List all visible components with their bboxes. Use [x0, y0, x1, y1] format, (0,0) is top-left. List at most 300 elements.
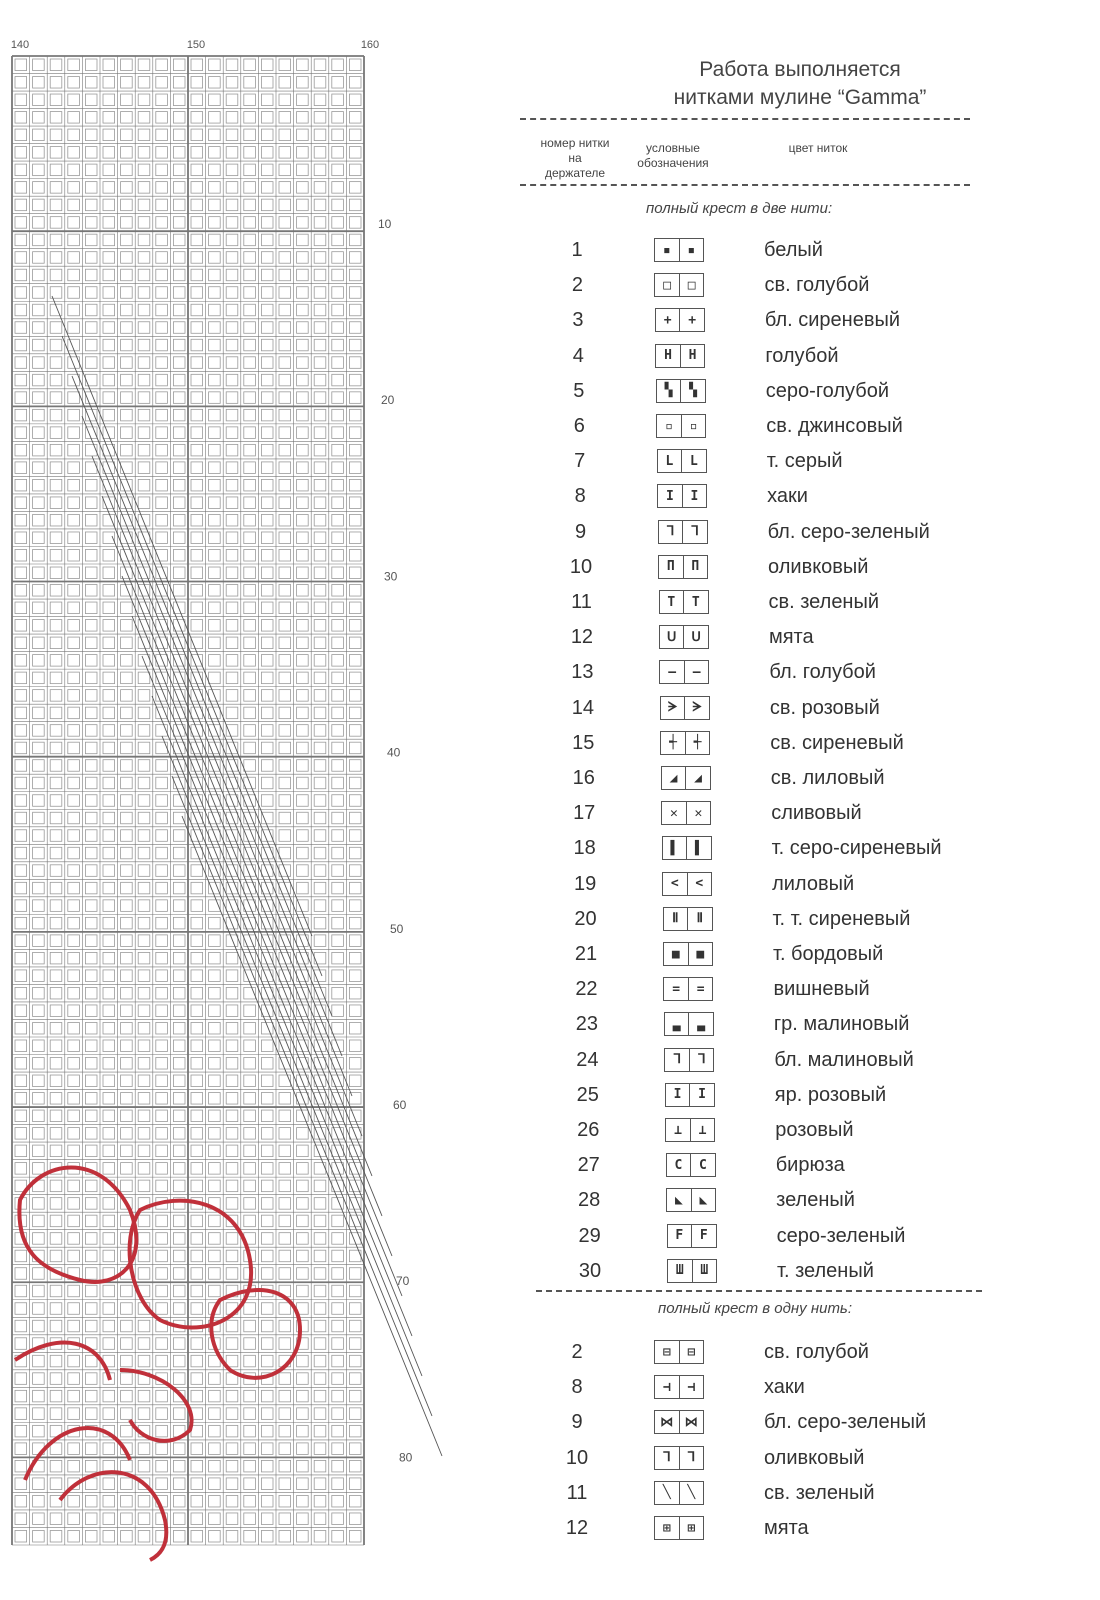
chart-cell — [349, 217, 361, 229]
chart-cell — [68, 777, 80, 789]
chart-cell — [50, 1478, 62, 1490]
chart-cell — [261, 1250, 273, 1262]
chart-cell — [297, 1163, 309, 1175]
chart-cell — [191, 59, 203, 71]
chart-cell — [297, 374, 309, 386]
chart-cell — [50, 252, 62, 264]
chart-cell — [85, 1145, 97, 1157]
thread-color-name: хаки — [764, 1376, 805, 1399]
chart-cell — [68, 847, 80, 859]
chart-cell — [138, 322, 150, 334]
stitch-symbol-icon — [665, 1118, 715, 1142]
chart-cell — [85, 479, 97, 491]
chart-cell — [50, 1110, 62, 1122]
thread-number: 2 — [571, 274, 583, 297]
chart-cell — [156, 1338, 168, 1350]
chart-cell — [50, 339, 62, 351]
chart-cell — [279, 690, 291, 702]
thread-number: 29 — [578, 1224, 601, 1247]
chart-cell — [244, 1303, 256, 1315]
chart-cell — [85, 777, 97, 789]
chart-cell — [138, 514, 150, 526]
chart-cell — [33, 94, 45, 106]
chart-cell — [33, 444, 45, 456]
symbol-glyph: ▚ — [657, 380, 682, 402]
chart-cell — [121, 1320, 133, 1332]
chart-cell — [103, 602, 115, 614]
thread-color-name: оливковый — [764, 1446, 865, 1469]
chart-cell — [244, 1338, 256, 1350]
chart-cell — [85, 637, 97, 649]
chart-cell — [332, 112, 344, 124]
legend-row — [520, 410, 1080, 442]
chart-cell — [173, 549, 185, 561]
chart-cell — [173, 1233, 185, 1245]
symbol-glyph: F — [699, 1228, 708, 1244]
chart-cell — [209, 339, 221, 351]
chart-cell — [68, 514, 80, 526]
chart-cell — [314, 1425, 326, 1437]
chart-cell — [33, 987, 45, 999]
chart-cell — [156, 1478, 168, 1490]
chart-cell — [297, 1128, 309, 1140]
chart-cell — [138, 847, 150, 859]
chart-cell — [50, 1093, 62, 1105]
stitch-symbol-icon — [665, 1083, 715, 1107]
thread-color-name: сливовый — [771, 802, 862, 825]
chart-cell — [314, 1338, 326, 1350]
chart-cell — [50, 357, 62, 369]
chart-cell — [156, 479, 168, 491]
symbol-glyph: I — [698, 1087, 706, 1103]
chart-cell — [121, 234, 133, 246]
symbol-glyph: ᒣ — [659, 521, 684, 543]
chart-cell — [332, 777, 344, 789]
chart-cell — [244, 795, 256, 807]
chart-cell — [33, 760, 45, 772]
stitch-symbol-icon — [663, 942, 713, 966]
chart-cell — [349, 1303, 361, 1315]
chart-cell — [85, 1408, 97, 1420]
chart-cell — [244, 182, 256, 194]
chart-cell — [173, 252, 185, 264]
chart-cell — [173, 1163, 185, 1175]
chart-cell — [156, 514, 168, 526]
chart-cell — [279, 1530, 291, 1542]
chart-cell — [68, 1250, 80, 1262]
chart-cell — [297, 1180, 309, 1192]
chart-cell — [297, 1198, 309, 1210]
chart-cell — [191, 514, 203, 526]
chart-cell — [279, 252, 291, 264]
chart-cell — [173, 1268, 185, 1280]
red-annotation — [130, 1201, 252, 1328]
chart-cell — [297, 795, 309, 807]
chart-cell — [332, 637, 344, 649]
legend-row — [520, 621, 1080, 653]
chart-cell — [103, 742, 115, 754]
chart-cell — [191, 1145, 203, 1157]
chart-cell — [314, 812, 326, 824]
chart-cell — [209, 129, 221, 141]
chart-cell — [103, 900, 115, 912]
chart-cell — [349, 1513, 361, 1525]
chart-cell — [209, 374, 221, 386]
chart-cell — [173, 882, 185, 894]
thread-color-name: белый — [764, 239, 823, 261]
chart-cell — [209, 77, 221, 89]
chart-cell — [191, 1180, 203, 1192]
chart-cell — [314, 1460, 326, 1472]
chart-cell — [138, 637, 150, 649]
chart-cell — [138, 1443, 150, 1455]
chart-cell — [121, 287, 133, 299]
chart-cell — [33, 234, 45, 246]
chart-cell — [209, 1373, 221, 1385]
chart-cell — [261, 514, 273, 526]
chart-cell — [261, 497, 273, 509]
thread-color-name: серо-голубой — [765, 379, 890, 402]
stitch-symbol-icon — [658, 520, 708, 544]
chart-cell — [85, 1530, 97, 1542]
chart-cell — [68, 602, 80, 614]
chart-cell — [314, 1355, 326, 1367]
chart-cell — [226, 1163, 238, 1175]
chart-cell — [50, 322, 62, 334]
chart-cell — [226, 479, 238, 491]
symbol-glyph: — — [660, 661, 685, 683]
thread-color-name: бл. серо-зеленый — [764, 1411, 927, 1434]
red-annotation — [15, 1343, 110, 1380]
chart-cell — [226, 690, 238, 702]
chart-cell — [349, 94, 361, 106]
chart-cell — [85, 865, 97, 877]
chart-cell — [15, 1250, 27, 1262]
chart-cell — [226, 1005, 238, 1017]
chart-cell — [121, 690, 133, 702]
chart-cell — [191, 1233, 203, 1245]
chart-cell — [103, 1478, 115, 1490]
chart-cell — [103, 112, 115, 124]
chart-cell — [15, 129, 27, 141]
chart-cell — [226, 620, 238, 632]
chart-cell — [121, 760, 133, 772]
chart-cell — [50, 94, 62, 106]
chart-cell — [314, 602, 326, 614]
chart-cell — [173, 865, 185, 877]
chart-cell — [103, 1390, 115, 1402]
chart-cell — [314, 532, 326, 544]
chart-cell — [50, 1250, 62, 1262]
chart-cell — [226, 1110, 238, 1122]
chart-cell — [314, 444, 326, 456]
chart-cell — [68, 147, 80, 159]
chart-cell — [33, 409, 45, 421]
chart-cell — [244, 1320, 256, 1332]
chart-cell — [68, 112, 80, 124]
chart-cell — [156, 304, 168, 316]
diagonal-stitch — [62, 336, 322, 976]
chart-cell — [156, 497, 168, 509]
legend-row — [520, 516, 1080, 548]
chart-cell — [244, 1460, 256, 1472]
chart-cell — [33, 672, 45, 684]
chart-cell — [297, 234, 309, 246]
chart-cell — [103, 1022, 115, 1034]
chart-cell — [297, 304, 309, 316]
chart-cell — [209, 620, 221, 632]
chart-cell — [33, 952, 45, 964]
chart-cell — [85, 1250, 97, 1262]
thread-color-name: мята — [764, 1517, 809, 1539]
chart-cell — [85, 129, 97, 141]
chart-cell — [226, 672, 238, 684]
chart-cell — [50, 269, 62, 281]
chart-cell — [209, 1513, 221, 1525]
chart-cell — [50, 497, 62, 509]
chart-cell — [15, 269, 27, 281]
chart-cell — [33, 900, 45, 912]
chart-cell — [279, 795, 291, 807]
chart-cell — [261, 112, 273, 124]
chart-cell — [209, 1163, 221, 1175]
chart-cell — [209, 1215, 221, 1227]
chart-cell — [349, 1495, 361, 1507]
chart-cell — [244, 129, 256, 141]
thread-color-name: бл. голубой — [769, 661, 876, 684]
chart-cell — [226, 322, 238, 334]
thread-color-name: вишневый — [773, 978, 870, 1001]
stitch-symbol-icon — [654, 1481, 704, 1505]
chart-cell — [68, 1058, 80, 1070]
chart-cell — [68, 987, 80, 999]
chart-cell — [103, 1443, 115, 1455]
thread-number: 26 — [577, 1119, 600, 1141]
chart-cell — [226, 409, 238, 421]
chart-cell — [244, 514, 256, 526]
chart-cell — [226, 1128, 238, 1140]
chart-cell — [297, 59, 309, 71]
chart-cell — [226, 357, 238, 369]
symbol-glyph: Ш — [668, 1260, 693, 1282]
chart-cell — [261, 269, 273, 281]
stitch-symbol-icon — [657, 484, 707, 508]
chart-cell — [349, 182, 361, 194]
chart-cell — [85, 1303, 97, 1315]
chart-cell — [173, 199, 185, 211]
chart-cell — [349, 620, 361, 632]
chart-cell — [33, 1005, 45, 1017]
chart-cell — [226, 1320, 238, 1332]
symbol-glyph: ▃ — [697, 1016, 706, 1032]
symbol-glyph: Ш — [700, 1263, 709, 1279]
chart-cell — [173, 129, 185, 141]
chart-cell — [297, 1408, 309, 1420]
chart-cell — [138, 725, 150, 737]
chart-cell — [33, 532, 45, 544]
symbol-glyph: ᒣ — [655, 1447, 680, 1469]
chart-cell — [68, 182, 80, 194]
chart-cell — [261, 392, 273, 404]
chart-cell — [226, 182, 238, 194]
chart-cell — [226, 199, 238, 211]
chart-cell — [191, 217, 203, 229]
chart-cell — [209, 217, 221, 229]
chart-cell — [50, 479, 62, 491]
chart-cell — [85, 1390, 97, 1402]
column-number-label: 160 — [360, 39, 380, 51]
section-two-threads: полный крест в две нити: — [646, 200, 833, 217]
chart-cell — [191, 655, 203, 667]
chart-cell — [15, 304, 27, 316]
chart-cell — [191, 392, 203, 404]
chart-cell — [138, 882, 150, 894]
legend-row — [520, 1149, 1080, 1181]
red-annotation — [60, 1472, 166, 1560]
chart-cell — [209, 1495, 221, 1507]
chart-cell — [33, 1040, 45, 1052]
chart-cell — [121, 1425, 133, 1437]
chart-cell — [332, 987, 344, 999]
chart-cell — [244, 374, 256, 386]
chart-cell — [314, 760, 326, 772]
chart-cell — [33, 637, 45, 649]
chart-cell — [226, 287, 238, 299]
chart-cell — [261, 1390, 273, 1402]
symbol-glyph: ┽ — [661, 732, 686, 754]
chart-cell — [156, 1425, 168, 1437]
chart-cell — [68, 269, 80, 281]
chart-cell — [349, 1460, 361, 1472]
chart-cell — [279, 847, 291, 859]
chart-cell — [314, 479, 326, 491]
chart-cell — [103, 1513, 115, 1525]
chart-cell — [279, 1233, 291, 1245]
chart-cell — [332, 164, 344, 176]
chart-cell — [279, 322, 291, 334]
chart-cell — [279, 777, 291, 789]
chart-cell — [156, 935, 168, 947]
chart-cell — [279, 532, 291, 544]
chart-cell — [156, 1355, 168, 1367]
chart-cell — [50, 1040, 62, 1052]
chart-cell — [138, 427, 150, 439]
chart-cell — [15, 987, 27, 999]
chart-cell — [50, 742, 62, 754]
chart-cell — [279, 409, 291, 421]
chart-cell — [50, 182, 62, 194]
chart-cell — [226, 725, 238, 737]
chart-cell — [297, 462, 309, 474]
symbol-glyph: ᗒ — [692, 700, 702, 716]
chart-cell — [121, 1110, 133, 1122]
chart-cell — [173, 59, 185, 71]
chart-cell — [103, 620, 115, 632]
chart-cell — [244, 620, 256, 632]
chart-cell — [314, 795, 326, 807]
chart-cell — [244, 1198, 256, 1210]
symbol-glyph: ╲ — [655, 1482, 680, 1504]
chart-cell — [68, 234, 80, 246]
chart-cell — [85, 567, 97, 579]
chart-cell — [209, 304, 221, 316]
chart-cell — [15, 882, 27, 894]
chart-cell — [85, 269, 97, 281]
chart-cell — [297, 1215, 309, 1227]
chart-cell — [68, 795, 80, 807]
chart-cell — [261, 1268, 273, 1280]
symbol-glyph: + — [688, 312, 697, 328]
chart-cell — [103, 392, 115, 404]
chart-cell — [33, 129, 45, 141]
symbol-glyph: ▫ — [689, 418, 698, 434]
chart-cell — [191, 882, 203, 894]
chart-cell — [156, 357, 168, 369]
thread-number: 1 — [571, 239, 583, 261]
chart-cell — [33, 882, 45, 894]
chart-cell — [173, 1355, 185, 1367]
chart-cell — [349, 1390, 361, 1402]
chart-cell — [279, 760, 291, 772]
chart-cell — [15, 935, 27, 947]
chart-cell — [173, 217, 185, 229]
chart-cell — [68, 1128, 80, 1140]
chart-cell — [244, 444, 256, 456]
chart-cell — [50, 1408, 62, 1420]
chart-cell — [261, 217, 273, 229]
symbol-glyph: ▌ — [694, 840, 703, 856]
chart-cell — [50, 935, 62, 947]
chart-cell — [103, 1338, 115, 1350]
chart-cell — [332, 322, 344, 334]
chart-cell — [156, 777, 168, 789]
chart-cell — [226, 77, 238, 89]
chart-cell — [226, 1495, 238, 1507]
chart-cell — [50, 707, 62, 719]
chart-cell — [138, 1058, 150, 1070]
chart-cell — [261, 1320, 273, 1332]
chart-cell — [173, 479, 185, 491]
symbol-glyph: ⊥ — [698, 1122, 707, 1138]
chart-cell — [332, 462, 344, 474]
chart-cell — [173, 164, 185, 176]
chart-cell — [173, 147, 185, 159]
chart-cell — [349, 514, 361, 526]
thread-number: 8 — [574, 485, 586, 508]
thread-number: 3 — [572, 309, 584, 332]
chart-cell — [314, 1443, 326, 1455]
chart-cell — [314, 427, 326, 439]
chart-cell — [85, 444, 97, 456]
chart-cell — [121, 1075, 133, 1087]
chart-cell — [226, 1058, 238, 1070]
chart-cell — [226, 602, 238, 614]
chart-cell — [68, 917, 80, 929]
chart-cell — [332, 444, 344, 456]
chart-cell — [138, 497, 150, 509]
chart-cell — [138, 304, 150, 316]
chart-cell — [33, 620, 45, 632]
chart-cell — [50, 1058, 62, 1070]
chart-cell — [50, 655, 62, 667]
chart-cell — [15, 1390, 27, 1402]
chart-cell — [15, 760, 27, 772]
chart-grid — [0, 0, 520, 1600]
chart-cell — [103, 234, 115, 246]
chart-cell — [103, 585, 115, 597]
thread-number: 9 — [575, 520, 587, 543]
chart-cell — [314, 672, 326, 684]
